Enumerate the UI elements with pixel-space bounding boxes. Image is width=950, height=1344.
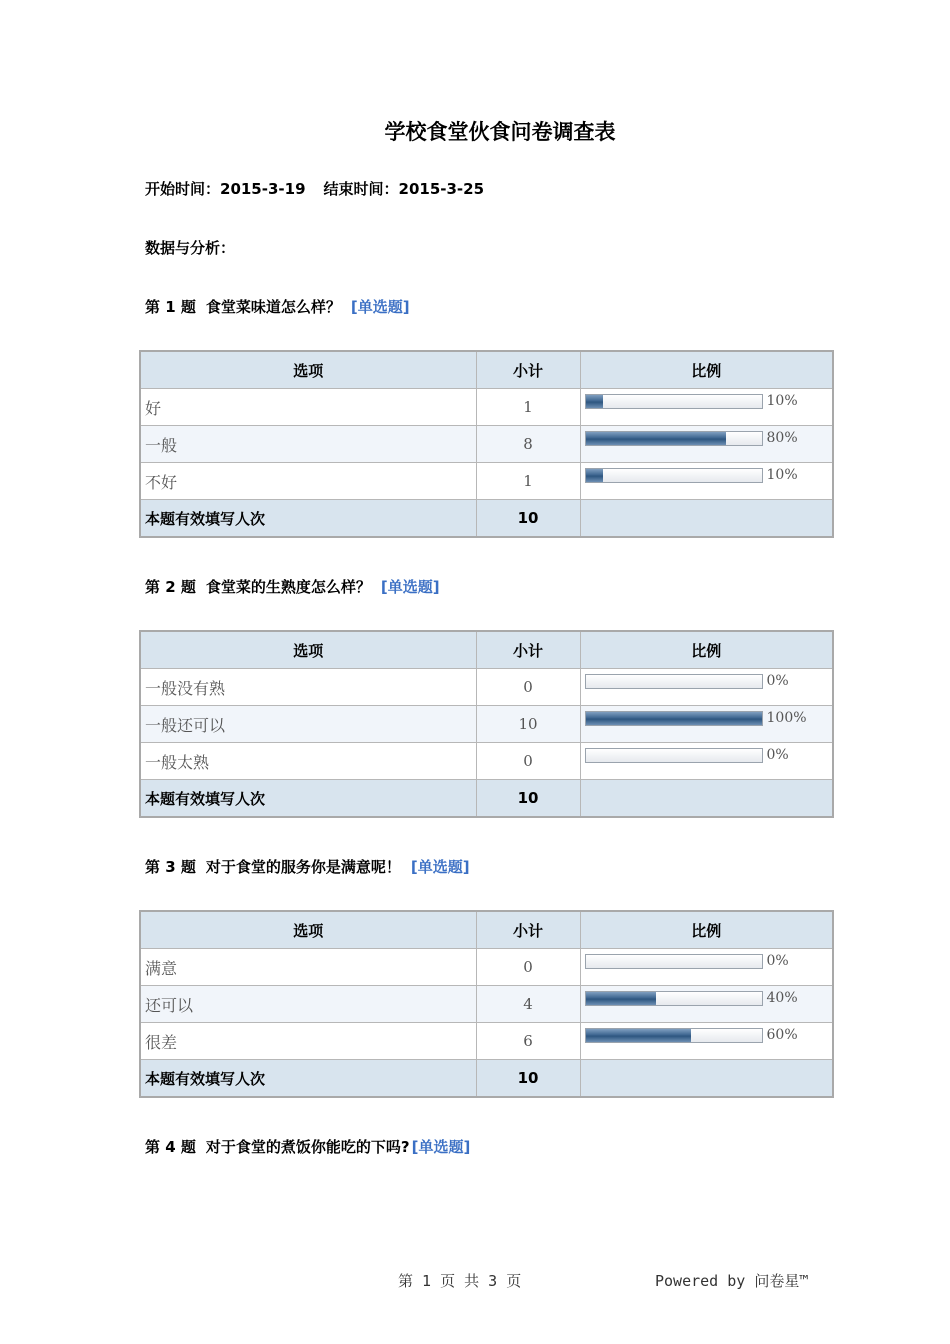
progress-bar [585, 431, 763, 446]
progress-bar [585, 991, 763, 1006]
question-type-link[interactable]: [单选题] [410, 858, 470, 876]
percent-label: 100% [766, 710, 807, 726]
option-count: 8 [476, 426, 580, 463]
header-ratio: 比例 [580, 351, 833, 389]
option-ratio [580, 669, 833, 706]
end-time: 结束时间：2015-3-25 [323, 180, 485, 198]
option-count: 0 [476, 669, 580, 706]
progress-bar [585, 711, 763, 726]
question-type-link[interactable]: [单选题] [350, 298, 410, 316]
option-ratio [580, 463, 833, 500]
table-row [140, 706, 833, 743]
progress-bar [585, 748, 763, 763]
percent-label: 80% [766, 430, 798, 446]
option-count: 10 [476, 706, 580, 743]
question-title-3 [145, 856, 470, 877]
percent-label: 10% [766, 467, 798, 483]
option-ratio [580, 389, 833, 426]
header-count: 小计 [476, 911, 580, 949]
question-type-link[interactable]: [单选题] [411, 1138, 471, 1156]
header-count: 小计 [476, 631, 580, 669]
option-label: 不好 [140, 463, 476, 500]
table-header-row [140, 911, 833, 949]
option-count: 4 [476, 986, 580, 1023]
option-ratio [580, 706, 833, 743]
header-ratio: 比例 [580, 911, 833, 949]
question-title-4 [145, 1136, 470, 1157]
progress-bar [585, 394, 763, 409]
option-count: 6 [476, 1023, 580, 1060]
total-row [140, 500, 833, 538]
results-table-1 [139, 350, 834, 538]
option-ratio [580, 743, 833, 780]
header-option: 选项 [140, 911, 476, 949]
option-count: 1 [476, 389, 580, 426]
total-ratio-empty [580, 780, 833, 818]
header-option: 选项 [140, 351, 476, 389]
total-label: 本题有效填写人次 [140, 780, 476, 818]
results-table-2 [139, 630, 834, 818]
option-label: 满意 [140, 949, 476, 986]
header-count: 小计 [476, 351, 580, 389]
percent-label: 40% [766, 990, 798, 1006]
header-option: 选项 [140, 631, 476, 669]
total-label: 本题有效填写人次 [140, 1060, 476, 1098]
powered-by: Powered by 问卷星™ [655, 1272, 809, 1290]
header-ratio: 比例 [580, 631, 833, 669]
option-count: 0 [476, 949, 580, 986]
total-label: 本题有效填写人次 [140, 500, 476, 538]
total-count: 10 [476, 1060, 580, 1098]
question-number: 第 1 题 [145, 298, 196, 316]
table-row [140, 949, 833, 986]
section-label: 数据与分析： [145, 239, 236, 257]
question-number: 第 3 题 [145, 858, 196, 876]
table-row [140, 1023, 833, 1060]
percent-label: 10% [766, 393, 798, 409]
option-label: 还可以 [140, 986, 476, 1023]
start-time: 开始时间：2015-3-19 [145, 180, 306, 198]
percent-label: 0% [766, 673, 789, 689]
progress-bar [585, 674, 763, 689]
progress-fill [586, 395, 604, 408]
progress-fill [586, 712, 762, 725]
percent-label: 0% [766, 747, 789, 763]
results-table-3 [139, 910, 834, 1098]
total-row [140, 1060, 833, 1098]
table-row [140, 743, 833, 780]
total-count: 10 [476, 780, 580, 818]
option-label: 很差 [140, 1023, 476, 1060]
option-label: 一般 [140, 426, 476, 463]
page-title: 学校食堂伙食问卷调查表 [384, 120, 616, 144]
table-header-row [140, 351, 833, 389]
question-type-link[interactable]: [单选题] [380, 578, 440, 596]
table-row [140, 389, 833, 426]
option-ratio [580, 426, 833, 463]
option-ratio [580, 949, 833, 986]
total-row [140, 780, 833, 818]
percent-label: 0% [766, 953, 789, 969]
question-title-1 [145, 296, 410, 317]
option-label: 一般没有熟 [140, 669, 476, 706]
question-number: 第 4 题 [145, 1138, 196, 1156]
table-row [140, 463, 833, 500]
question-text: 对于食堂的煮饭你能吃的下吗? [205, 1138, 410, 1156]
option-ratio [580, 1023, 833, 1060]
total-ratio-empty [580, 1060, 833, 1098]
option-count: 1 [476, 463, 580, 500]
option-label: 好 [140, 389, 476, 426]
option-ratio [580, 986, 833, 1023]
progress-fill [586, 432, 727, 445]
date-range [145, 178, 484, 199]
option-label: 一般太熟 [140, 743, 476, 780]
total-count: 10 [476, 500, 580, 538]
total-ratio-empty [580, 500, 833, 538]
page-counter: 第 1 页 共 3 页 [398, 1272, 522, 1290]
table-row [140, 426, 833, 463]
question-text: 对于食堂的服务你是满意呢！ [205, 858, 401, 876]
question-number: 第 2 题 [145, 578, 196, 596]
progress-bar [585, 954, 763, 969]
progress-fill [586, 1029, 692, 1042]
question-text: 食堂菜的生熟度怎么样？ [205, 578, 371, 596]
progress-bar [585, 1028, 763, 1043]
option-label: 一般还可以 [140, 706, 476, 743]
progress-fill [586, 992, 656, 1005]
progress-bar [585, 468, 763, 483]
table-row [140, 669, 833, 706]
question-text: 食堂菜味道怎么样？ [205, 298, 341, 316]
question-title-2 [145, 576, 440, 597]
option-count: 0 [476, 743, 580, 780]
table-header-row [140, 631, 833, 669]
table-row [140, 986, 833, 1023]
percent-label: 60% [766, 1027, 798, 1043]
progress-fill [586, 469, 604, 482]
